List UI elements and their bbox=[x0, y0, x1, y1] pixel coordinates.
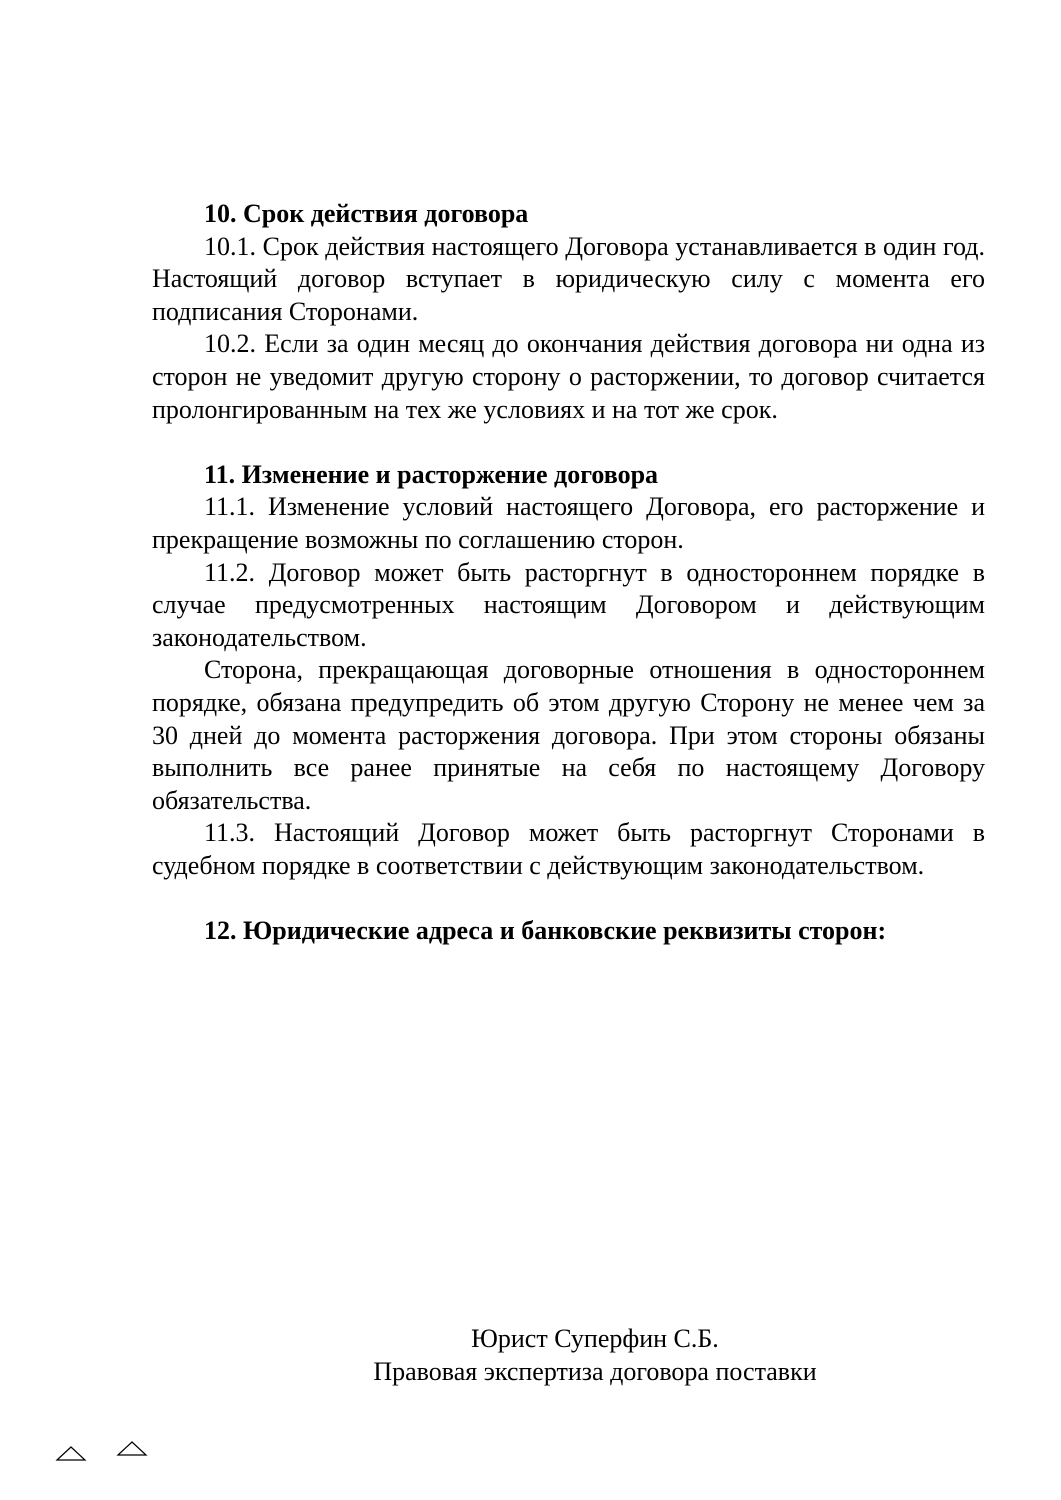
signature-author: Юрист Суперфин С.Б. bbox=[471, 1324, 719, 1353]
footer-marks bbox=[55, 1438, 155, 1468]
contract-body bbox=[152, 198, 985, 948]
section-10-1-paragraph: 10.1. Срок действия настоящего Договора устанавливается в один год. Настоящий договор вступает в юридическую силу с момента его подписания Сторонами. bbox=[152, 231, 985, 326]
section-11-notice-paragraph: Сторона, прекращающая договорные отношения в одностороннем порядке, обязана предупредить об этом другую Сторону не менее чем за 30 дней до момента расторжения договора. При этом стороны обязаны выполнить все ранее принятые на себя по настоящему Договору обязательства. bbox=[152, 655, 985, 815]
section-spacer bbox=[152, 426, 985, 459]
signature-block bbox=[300, 1322, 890, 1388]
triangle-outline-icon bbox=[57, 1447, 85, 1460]
section-11-3-paragraph: 11.3. Настоящий Договор может быть расторгнут Сторонами в судебном порядке в соответствии с действующим законодательством. bbox=[152, 818, 985, 880]
section-12-heading: 12. Юридические адреса и банковские реквизиты сторон: bbox=[204, 916, 887, 946]
triangle-outline-icon bbox=[118, 1442, 146, 1455]
section-10-2-paragraph: 10.2. Если за один месяц до окончания действия договора ни одна из сторон не уведомит другую сторону о расторжении, то договор считается пролонгированным на тех же условиях и на тот же срок. bbox=[152, 329, 985, 424]
section-11-1-paragraph: 11.1. Изменение условий настоящего Договора, его расторжение и прекращение возможны по соглашению сторон. bbox=[152, 492, 985, 554]
section-10-heading: 10. Срок действия договора bbox=[204, 199, 529, 228]
section-11-2-paragraph: 11.2. Договор может быть расторгнут в одностороннем порядке в случае предусмотренных настоящим Договором и действующим законодательством. bbox=[152, 557, 985, 652]
signature-subtitle: Правовая экспертиза договора поставки bbox=[373, 1357, 817, 1386]
footer-marks-svg bbox=[55, 1438, 155, 1468]
section-11-heading: 11. Изменение и расторжение договора bbox=[204, 459, 659, 489]
section-spacer bbox=[152, 882, 985, 915]
